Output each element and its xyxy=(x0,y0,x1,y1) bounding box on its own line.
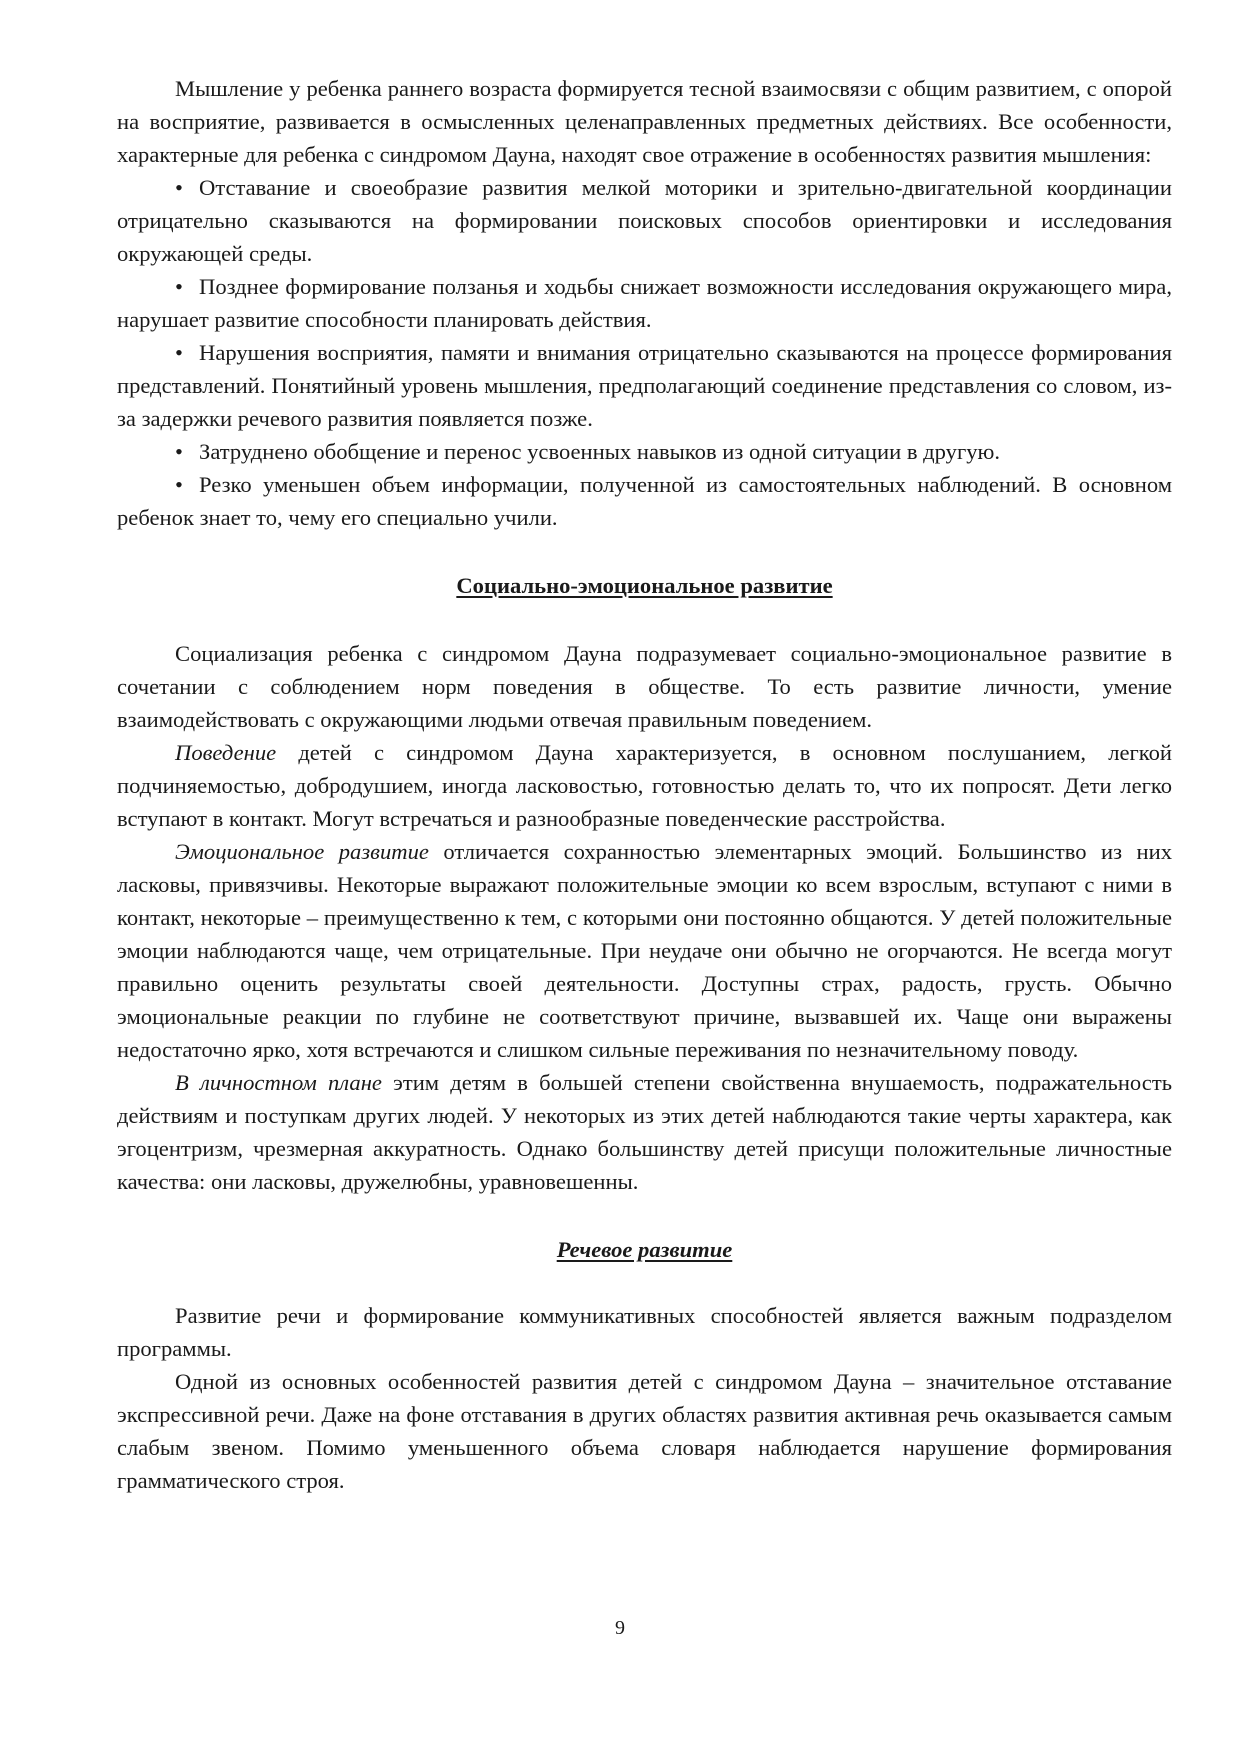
speech-paragraph-2: Одной из основных особенностей развития детей с синдромом Дауна – значительное отставание экспрессивной речи. Даже на фоне отставания в других областях развития активная речь оказывается самым слабым звеном. Помимо уменьшенного объема словаря наблюдается нарушение формирования грамматического строя. xyxy=(117,1369,1172,1493)
bullet-text: Резко уменьшен объем информации, полученной из самостоятельных наблюдений. В основном ребенок знает то, чему его специально учили. xyxy=(117,472,1172,530)
intro-paragraph: Мышление у ребенка раннего возраста формируется тесной взаимосвязи с общим развитием, с опорой на восприятие, развивается в осмысленных целенаправленных предметных действиях. Все особенности, характерные для ребенка с синдромом Дауна, находят свое отражение в особенностях развития мышления: xyxy=(117,76,1172,167)
bullet-item-1 xyxy=(117,171,1172,270)
spacer xyxy=(117,1198,1172,1233)
page-number: 9 xyxy=(615,1617,625,1639)
term-emotional-development: Эмоциональное развитие xyxy=(175,839,429,864)
bullet-text: Позднее формирование ползанья и ходьбы снижает возможности исследования окружающего мира, нарушает развитие способности планировать действия. xyxy=(117,274,1172,332)
bullet-item-5 xyxy=(117,468,1172,534)
bullet-text: Отставание и своеобразие развития мелкой моторики и зрительно-двигательной координации отрицательно сказываются на формировании поисковых способов ориентировки и исследования окружающей среды. xyxy=(117,175,1172,266)
bullet-icon: • xyxy=(175,340,183,365)
speech-paragraph-1: Развитие речи и формирование коммуникативных способностей является важным подразделом программы. xyxy=(117,1303,1172,1361)
spacer xyxy=(117,602,1172,637)
bullet-item-3 xyxy=(117,336,1172,435)
bullet-icon: • xyxy=(175,175,183,200)
bullet-text: Затруднено обобщение и перенос усвоенных навыков из одной ситуации в другую. xyxy=(199,439,1001,464)
social-paragraph-4: В личностном плане этим детям в большей степени свойственна внушаемость, подражательность действиям и поступкам других людей. У некоторых из этих детей наблюдаются такие черты характера, как эгоцентризм, чрезмерная аккуратность. Однако большинству детей присущи положительные личностные качества: они ласковы, дружелюбны, уравновешенны. xyxy=(117,1070,1172,1194)
social-paragraph-1: Социализация ребенка с синдромом Дауна подразумевает социально-эмоциональное развитие в сочетании с соблюдением норм поведения в обществе. То есть развитие личности, умение взаимодействовать с окружающими людьми отвечая правильным поведением. xyxy=(117,641,1172,732)
bullet-item-4 xyxy=(117,435,1172,468)
bullet-icon: • xyxy=(175,472,183,497)
term-personal-plan: В личностном плане xyxy=(175,1070,382,1095)
document-page xyxy=(117,72,1172,1497)
spacer xyxy=(117,1266,1172,1299)
social-section-heading: Социально-эмоциональное развитие xyxy=(456,573,833,598)
spacer xyxy=(117,534,1172,569)
speech-section-heading: Речевое развитие xyxy=(556,1237,733,1262)
bullet-icon: • xyxy=(175,439,183,464)
bullet-text: Нарушения восприятия, памяти и внимания отрицательно сказываются на процессе формирования представлений. Понятийный уровень мышления, предполагающий соединение представления со словом, из-за задержки речевого развития появляется позже. xyxy=(117,340,1172,431)
bullet-icon: • xyxy=(175,274,183,299)
social-paragraph-2: Поведение детей с синдромом Дауна характеризуется, в основном послушанием, легкой подчиняемостью, добродушием, иногда ласковостью, готовностью делать то, что их попросят. Дети легко вступают в контакт. Могут встречаться и разнообразные поведенческие расстройства. xyxy=(117,740,1172,831)
social-paragraph-3: Эмоциональное развитие отличается сохранностью элементарных эмоций. Большинство из них ласковы, привязчивы. Некоторые выражают положительные эмоции ко всем взрослым, вступают с ними в контакт, некоторые – преимущественно к тем, с которыми они постоянно общаются. У детей положительные эмоции наблюдаются чаще, чем отрицательные. При неудаче они обычно не огорчаются. Не всегда могут правильно оценить результаты своей деятельности. Доступны страх, радость, грусть. Обычно эмоциональные реакции по глубине не соответствуют причине, вызвавшей их. Чаще они выражены недостаточно ярко, хотя встречаются и слишком сильные переживания по незначительному поводу. xyxy=(117,839,1173,1062)
bullet-item-2 xyxy=(117,270,1172,336)
term-behavior: Поведение xyxy=(175,740,277,765)
